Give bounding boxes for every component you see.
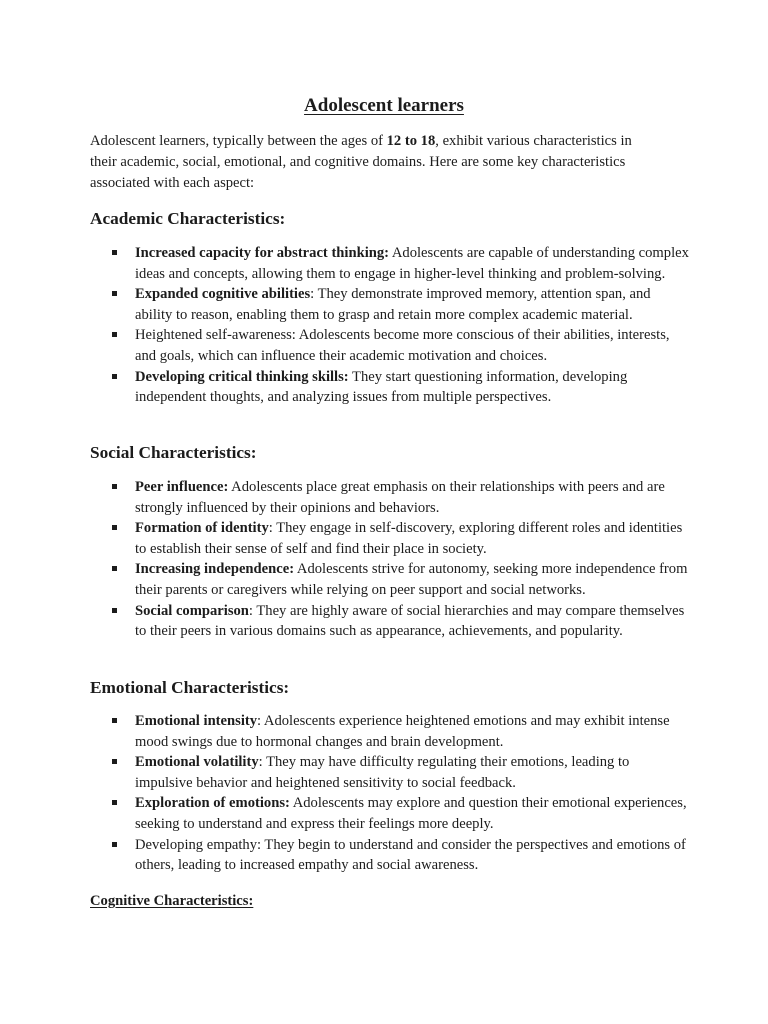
item-term: Emotional intensity <box>135 713 258 729</box>
list-item <box>90 835 690 876</box>
item-term: Expanded cognitive abilities <box>135 286 311 303</box>
section-heading-academic: Academic Characteristics: <box>90 209 286 228</box>
section-heading-emotional: Emotional Characteristics: <box>90 678 290 697</box>
square-bullet-icon <box>112 374 117 379</box>
list-item <box>90 793 690 834</box>
square-bullet-icon <box>112 718 117 723</box>
square-bullet-icon <box>112 332 117 337</box>
square-bullet-icon <box>112 800 117 805</box>
list-item <box>90 711 690 752</box>
item-term: Increasing independence: <box>135 561 295 578</box>
item-text: : Adolescents experience heightened emotions and may exhibit intense mood swings due to hormonal changes and brain development. <box>135 713 670 750</box>
item-text: : They are highly aware of social hierarchies and may compare themselves to their peers in various domains such as appearance, achievements, and popularity. <box>135 602 685 640</box>
document-title: Adolescent learners <box>304 95 464 116</box>
item-text: Heightened self-awareness: Adolescents become more conscious of their abilities, interests, and goals, which can influence their academic motivation and choices. <box>135 327 670 364</box>
square-bullet-icon <box>112 525 117 530</box>
item-text: Adolescents place great emphasis on their relationships with peers and are strongly influenced by their opinions and behaviors. <box>135 479 665 516</box>
item-text: Developing empathy: They begin to understand and consider the perspectives and emotions of others, leading to increased empathy and social awareness. <box>135 836 686 874</box>
item-text: They start questioning information, developing independent thoughts, and analyzing issues from multiple perspectives. <box>135 368 628 406</box>
list-item <box>90 559 690 600</box>
list-item <box>90 518 690 559</box>
intro-age-range: 12 to 18 <box>386 133 436 149</box>
item-text: : They engage in self-discovery, exploring different roles and identities to establish their sense of self and find their place in society. <box>135 520 683 557</box>
item-text: Adolescents strive for autonomy, seeking more independence from their parents or caregivers while relying on peer support and social networks. <box>135 561 688 598</box>
emotional-list <box>90 711 690 876</box>
list-item <box>90 367 690 408</box>
list-item <box>90 243 690 284</box>
square-bullet-icon <box>112 291 117 296</box>
section-heading-social: Social Characteristics: <box>90 443 257 462</box>
square-bullet-icon <box>112 842 117 847</box>
social-list <box>90 477 690 642</box>
list-item <box>90 477 690 518</box>
item-text: Adolescents may explore and question their emotional experiences, seeking to understand and express their feelings more deeply. <box>135 795 687 832</box>
item-term: Exploration of emotions: <box>135 795 290 812</box>
item-term: Formation of identity <box>135 520 269 537</box>
item-text: : They demonstrate improved memory, attention span, and ability to reason, enabling them to grasp and retain more complex academic material. <box>135 286 651 323</box>
item-term: Emotional volatility <box>135 754 259 771</box>
item-term: Increased capacity for abstract thinking: <box>135 245 390 261</box>
intro-paragraph <box>90 131 660 194</box>
intro-text-end: , exhibit various characteristics in their academic, social, emotional, and cognitive domains. Here are some key characteristics associated with each aspect: <box>90 133 632 191</box>
list-item <box>90 752 690 793</box>
item-text: : They may have difficulty regulating their emotions, leading to impulsive behavior and heightened sensitivity to social feedback. <box>135 754 630 791</box>
item-term: Social comparison <box>135 602 249 619</box>
square-bullet-icon <box>112 484 117 489</box>
square-bullet-icon <box>112 566 117 571</box>
item-term: Developing critical thinking skills: <box>135 368 349 385</box>
section-heading-cognitive: Cognitive Characteristics: <box>90 893 254 909</box>
list-item <box>90 601 690 642</box>
square-bullet-icon <box>112 608 117 613</box>
list-item <box>90 284 690 325</box>
intro-text-start: Adolescent learners, typically between the ages of <box>90 133 387 149</box>
academic-list <box>90 243 690 408</box>
item-text: Adolescents are capable of understanding complex ideas and concepts, allowing them to engage in higher-level thinking and problem-solving. <box>135 245 689 282</box>
item-term: Peer influence: <box>135 479 229 495</box>
list-item <box>90 325 690 366</box>
square-bullet-icon <box>112 759 117 764</box>
square-bullet-icon <box>112 250 117 255</box>
